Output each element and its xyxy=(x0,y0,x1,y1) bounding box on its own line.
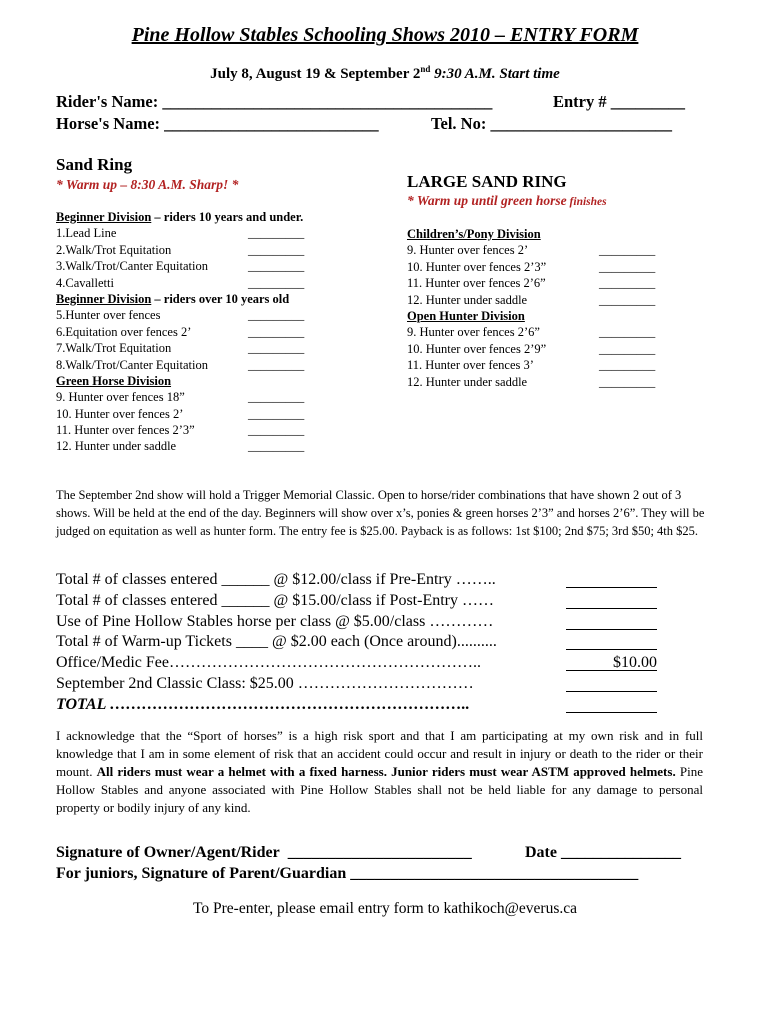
fee-amount-field[interactable] xyxy=(566,632,657,650)
telephone-label: Tel. No: xyxy=(431,114,487,133)
class-entry-blank[interactable]: _________ xyxy=(248,439,305,454)
class-row xyxy=(56,406,346,422)
show-dates xyxy=(0,64,770,83)
division-note: – riders over 10 years old xyxy=(151,291,290,306)
ack-text-2: Pine Hollow Stables and anyone associated with Pine Hollow Stables shall not be held liable for any damage to personal property or bodily injury of any kind. xyxy=(56,764,703,815)
class-row xyxy=(56,307,346,323)
class-entry-blank[interactable]: _________ xyxy=(248,341,305,356)
class-row xyxy=(56,275,346,291)
division-name: Children’s/Pony Division xyxy=(407,227,541,241)
class-row xyxy=(56,258,346,274)
class-entry-blank[interactable]: _________ xyxy=(248,406,305,421)
class-row xyxy=(56,357,346,373)
classic-note: The September 2nd show will hold a Trigger Memorial Classic. Open to horse/rider combinations that have shown 2 out of 3 shows. Will be held at the end of the day. Beginners will show over x’s, ponies & green horses 2’3” and horses 2’6”. They will be judged on equitation as well as hunter form. The entry fee is $25.00. Payback is as follows: 1st $100; 2nd $75; 3rd $50; 4th $25. xyxy=(56,488,705,538)
class-label: 2.Walk/Trot Equitation xyxy=(56,242,172,257)
division-heading xyxy=(56,291,346,307)
horse-name-field[interactable] xyxy=(56,114,379,134)
rider-name-field[interactable] xyxy=(56,92,492,112)
class-entry-blank[interactable]: _________ xyxy=(599,325,656,340)
sand-ring-warmup: * Warm up – 8:30 A.M. Sharp! * xyxy=(56,177,239,192)
class-label: 11. Hunter over fences 2’6” xyxy=(407,276,546,291)
dates-text: July 8, August 19 & September 2 xyxy=(210,66,421,82)
division-heading xyxy=(56,209,346,225)
fee-amount-field[interactable] xyxy=(566,674,657,692)
fee-row xyxy=(56,570,666,591)
date-field[interactable] xyxy=(525,844,681,862)
class-entry-blank[interactable]: _________ xyxy=(248,423,305,438)
class-entry-blank[interactable]: _________ xyxy=(248,390,305,405)
start-time: 9:30 A.M. Start time xyxy=(430,66,560,82)
class-entry-blank[interactable]: _________ xyxy=(599,276,656,291)
class-entry-blank[interactable]: _________ xyxy=(248,275,305,290)
ack-helmet-rule: All riders must wear a helmet with a fixed harness. Junior riders must wear ASTM approved helmets. xyxy=(96,764,676,779)
fee-amount-field: $10.00 xyxy=(566,653,657,671)
class-entry-blank[interactable]: _________ xyxy=(599,292,656,307)
fee-row xyxy=(56,674,666,695)
owner-signature-blank[interactable]: _______________________ xyxy=(287,844,472,861)
class-label: 10. Hunter over fences 2’ xyxy=(56,406,184,421)
fee-row xyxy=(56,612,666,633)
fee-row xyxy=(56,591,666,612)
class-entry-blank[interactable]: _________ xyxy=(248,308,305,323)
class-entry-blank[interactable]: _________ xyxy=(599,341,656,356)
class-entry-blank[interactable]: _________ xyxy=(248,259,305,274)
division-name: Open Hunter Division xyxy=(407,308,525,323)
class-entry-blank[interactable]: _________ xyxy=(248,242,305,257)
dates-suffix: nd xyxy=(420,64,431,74)
class-label: 6.Equitation over fences 2’ xyxy=(56,324,192,339)
horse-name-blank[interactable]: __________________________ xyxy=(164,114,379,133)
class-row xyxy=(407,259,677,275)
class-entry-blank[interactable]: _________ xyxy=(599,374,656,389)
class-label: 3.Walk/Trot/Canter Equitation xyxy=(56,259,208,274)
class-label: 1.Lead Line xyxy=(56,226,117,241)
fee-amount-field[interactable] xyxy=(566,570,657,588)
class-label: 7.Walk/Trot Equitation xyxy=(56,341,172,356)
fee-label: Total # of classes entered ______ @ $15.00/class if Post-Entry …… xyxy=(56,591,494,609)
class-row xyxy=(407,324,677,340)
fee-label: September 2nd Classic Class: $25.00 …………………………… xyxy=(56,674,474,692)
date-blank[interactable]: _______________ xyxy=(560,844,681,861)
division-heading xyxy=(407,308,677,324)
class-label: 9. Hunter over fences 2’6” xyxy=(407,325,540,340)
class-row xyxy=(56,438,346,454)
entry-number-field[interactable] xyxy=(553,92,685,112)
rider-name-label: Rider's Name: xyxy=(56,92,159,111)
sand-ring-class-list xyxy=(56,209,346,455)
rider-name-blank[interactable]: ________________________________________ xyxy=(162,92,493,111)
class-entry-blank[interactable]: _________ xyxy=(248,226,305,241)
class-label: 5.Hunter over fences xyxy=(56,308,161,323)
guardian-signature-blank[interactable]: ____________________________________ xyxy=(350,865,639,882)
large-sand-ring-heading: LARGE SAND RING xyxy=(407,172,567,191)
guardian-signature-label: For juniors, Signature of Parent/Guardian xyxy=(56,865,347,882)
class-label: 11. Hunter over fences 2’3” xyxy=(56,423,195,438)
fee-row xyxy=(56,653,666,674)
division-name: Green Horse Division xyxy=(56,373,172,388)
class-label: 9. Hunter over fences 18” xyxy=(56,390,185,405)
class-label: 4.Cavalletti xyxy=(56,275,114,290)
owner-signature-label: Signature of Owner/Agent/Rider xyxy=(56,844,280,861)
large-ring-warmup-small: finishes xyxy=(566,196,607,208)
email-instruction: To Pre-enter, please email entry form to kathikoch@everus.ca xyxy=(193,900,577,917)
class-row xyxy=(407,292,677,308)
large-ring-warmup xyxy=(407,193,607,209)
large-ring-warmup-text: * Warm up until green horse xyxy=(407,193,567,208)
class-row xyxy=(56,242,346,258)
horse-name-label: Horse's Name: xyxy=(56,114,161,133)
class-label: 11. Hunter over fences 3’ xyxy=(407,358,534,373)
fee-amount-field[interactable] xyxy=(566,591,657,609)
telephone-field[interactable] xyxy=(431,114,672,134)
class-entry-blank[interactable]: _________ xyxy=(599,358,656,373)
division-heading xyxy=(56,373,346,389)
ack-text-1: I acknowledge that the “Sport of horses” is a high risk sport and that I am participating at my own risk and in full knowledge that I am in some element of risk that an accident could occur and result in injury or death to the rider or their mount. xyxy=(56,728,703,779)
fee-summary xyxy=(56,570,666,716)
class-label: 10. Hunter over fences 2’3” xyxy=(407,259,547,274)
division-name: Beginner Division xyxy=(56,291,152,306)
form-title: Pine Hollow Stables Schooling Shows 2010 – ENTRY FORM xyxy=(131,24,639,46)
class-row xyxy=(407,275,677,291)
fee-label: Total # of classes entered ______ @ $12.00/class if Pre-Entry …….. xyxy=(56,571,496,588)
fee-label: Office/Medic Fee………………………………………………….. xyxy=(56,654,481,672)
class-entry-blank[interactable]: _________ xyxy=(248,324,305,339)
fee-row xyxy=(56,632,666,653)
class-label: 10. Hunter over fences 2’9” xyxy=(407,341,547,356)
class-entry-blank[interactable]: _________ xyxy=(248,357,305,372)
class-row xyxy=(407,357,677,373)
class-label: 9. Hunter over fences 2’ xyxy=(407,243,529,258)
class-row xyxy=(407,374,677,390)
guardian-signature-field[interactable] xyxy=(56,865,638,883)
entry-number-blank[interactable]: _________ xyxy=(610,92,685,111)
class-label: 12. Hunter under saddle xyxy=(407,374,528,389)
fee-amount-field[interactable] xyxy=(566,612,657,630)
telephone-blank[interactable]: ______________________ xyxy=(490,114,672,133)
large-ring-class-list xyxy=(407,226,677,390)
class-label: 8.Walk/Trot/Canter Equitation xyxy=(56,357,208,372)
owner-signature-field[interactable] xyxy=(56,844,472,862)
division-name: Beginner Division xyxy=(56,210,152,224)
entry-number-label: Entry # xyxy=(553,92,607,111)
class-entry-blank[interactable]: _________ xyxy=(599,259,656,274)
class-entry-blank[interactable]: _________ xyxy=(599,243,656,258)
fee-total-row xyxy=(56,695,666,716)
class-label: 12. Hunter under saddle xyxy=(407,292,528,307)
class-row xyxy=(407,341,677,357)
fee-label: Use of Pine Hollow Stables horse per class @ $5.00/class ………… xyxy=(56,612,494,630)
class-label: 12. Hunter under saddle xyxy=(56,439,177,454)
division-heading xyxy=(407,226,677,242)
class-row xyxy=(56,422,346,438)
date-label: Date xyxy=(525,844,557,861)
division-note: – riders 10 years and under. xyxy=(151,210,304,224)
class-row xyxy=(56,340,346,356)
class-row xyxy=(56,225,346,241)
class-row xyxy=(56,324,346,340)
class-row xyxy=(56,389,346,405)
class-row xyxy=(407,242,677,258)
sand-ring-heading: Sand Ring xyxy=(56,155,133,174)
liability-acknowledgement xyxy=(56,727,703,817)
fee-total-field[interactable] xyxy=(566,695,657,713)
fee-label: Total # of Warm-up Tickets ____ @ $2.00 each (Once around).......... xyxy=(56,633,497,651)
fee-total-label: TOTAL ………………………………………………………….. xyxy=(56,695,470,713)
